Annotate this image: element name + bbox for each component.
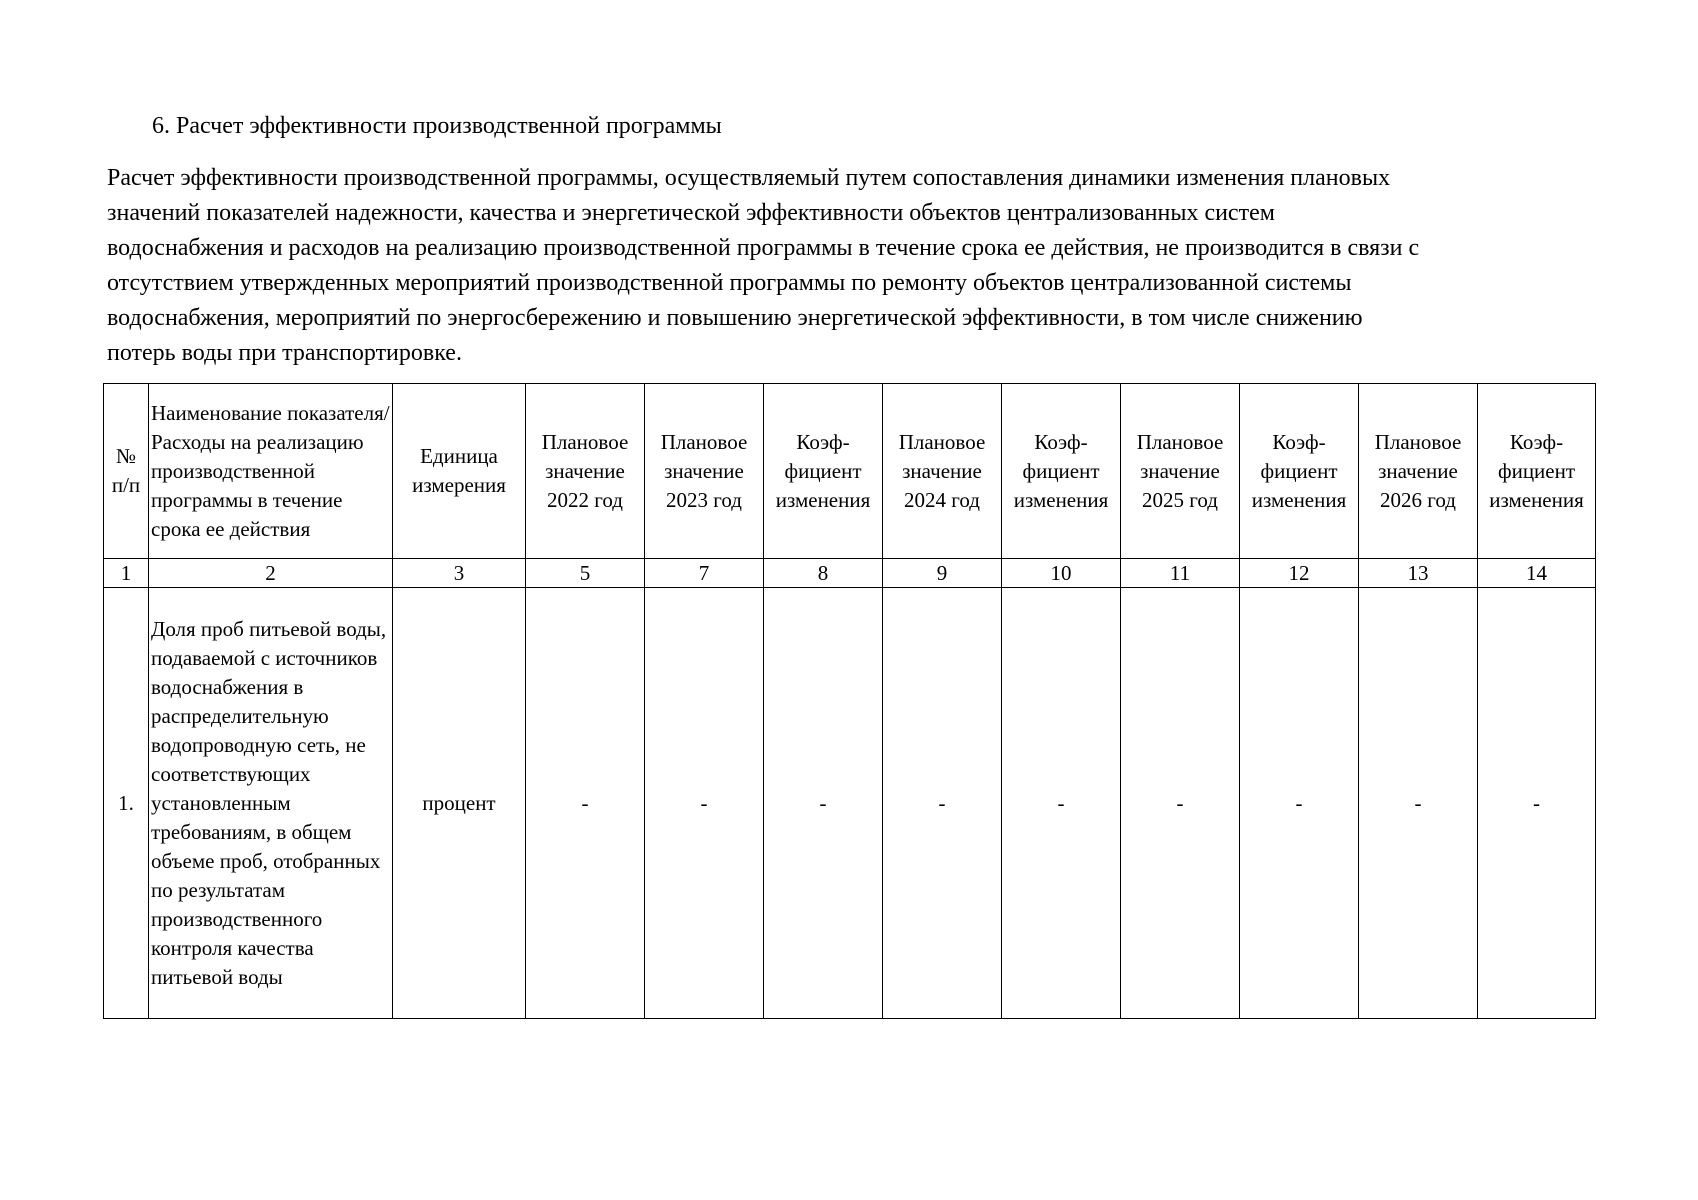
header-cell-unit: Единица измерения: [393, 384, 526, 559]
paragraph-line: водоснабжения, мероприятий по энергосбережению и повышению энергетической эффективности, в том числе снижению: [107, 305, 1363, 331]
table-row: [104, 588, 1596, 1019]
header-cell-coef-2023: Коэф-фициент изменения: [764, 384, 883, 559]
header-cell-coef-2024: Коэф-фициент изменения: [1002, 384, 1121, 559]
column-number-cell: 13: [1359, 559, 1478, 588]
header-cell-coef-2025: Коэф-фициент изменения: [1240, 384, 1359, 559]
value-cell: -: [1121, 588, 1240, 1019]
column-number-cell: 5: [526, 559, 645, 588]
column-number-cell: 8: [764, 559, 883, 588]
column-number-cell: 10: [1002, 559, 1121, 588]
header-cell-plan-2025: Плановое значение 2025 год: [1121, 384, 1240, 559]
paragraph-line: отсутствием утвержденных мероприятий производственной программы по ремонту объектов централизованной системы: [107, 270, 1352, 296]
value-cell: -: [764, 588, 883, 1019]
paragraph-line: потерь воды при транспортировке.: [107, 340, 462, 366]
value-cell: -: [1478, 588, 1596, 1019]
paragraph-line: значений показателей надежности, качества и энергетической эффективности объектов централизованных систем: [107, 200, 1275, 226]
paragraph-line: Расчет эффективности производственной программы, осуществляемый путем сопоставления динамики изменения плановых: [107, 165, 1391, 191]
column-number-cell: 9: [883, 559, 1002, 588]
row-number-cell: 1.: [104, 588, 149, 1019]
table-header-row: [104, 384, 1596, 559]
value-cell: -: [1002, 588, 1121, 1019]
column-number-cell: 11: [1121, 559, 1240, 588]
value-cell: -: [1240, 588, 1359, 1019]
column-number-cell: 7: [645, 559, 764, 588]
paragraph-line: водоснабжения и расходов на реализацию производственной программы в течение срока ее действия, не производится в связи с: [107, 235, 1420, 261]
value-cell: -: [883, 588, 1002, 1019]
header-cell-plan-2023: Плановое значение 2023 год: [645, 384, 764, 559]
header-cell-plan-2024: Плановое значение 2024 год: [883, 384, 1002, 559]
column-number-cell: 2: [149, 559, 393, 588]
column-number-cell: 3: [393, 559, 526, 588]
header-cell-indicator-name: Наименование показателя/Расходы на реализацию производственной программы в течение срока ее действия: [149, 384, 393, 559]
description-paragraph: [107, 161, 1607, 371]
header-cell-coef-2026: Коэф-фициент изменения: [1478, 384, 1596, 559]
unit-cell: процент: [393, 588, 526, 1019]
value-cell: -: [526, 588, 645, 1019]
header-cell-plan-2026: Плановое значение 2026 год: [1359, 384, 1478, 559]
header-cell-number: № п/п: [104, 384, 149, 559]
value-cell: -: [645, 588, 764, 1019]
column-numbers-row: [104, 559, 1596, 588]
header-cell-plan-2022: Плановое значение 2022 год: [526, 384, 645, 559]
section-heading: 6. Расчет эффективности производственной программы: [152, 113, 722, 139]
column-number-cell: 14: [1478, 559, 1596, 588]
column-number-cell: 1: [104, 559, 149, 588]
efficiency-table: [103, 383, 1596, 1019]
value-cell: -: [1359, 588, 1478, 1019]
column-number-cell: 12: [1240, 559, 1359, 588]
indicator-name-cell: Доля проб питьевой воды, подаваемой с источников водоснабжения в распределительную водопроводную сеть, не соответствующих установленным требованиям, в общем объеме проб, отобранных по результатам производственного контроля качества питьевой воды: [149, 588, 393, 1019]
